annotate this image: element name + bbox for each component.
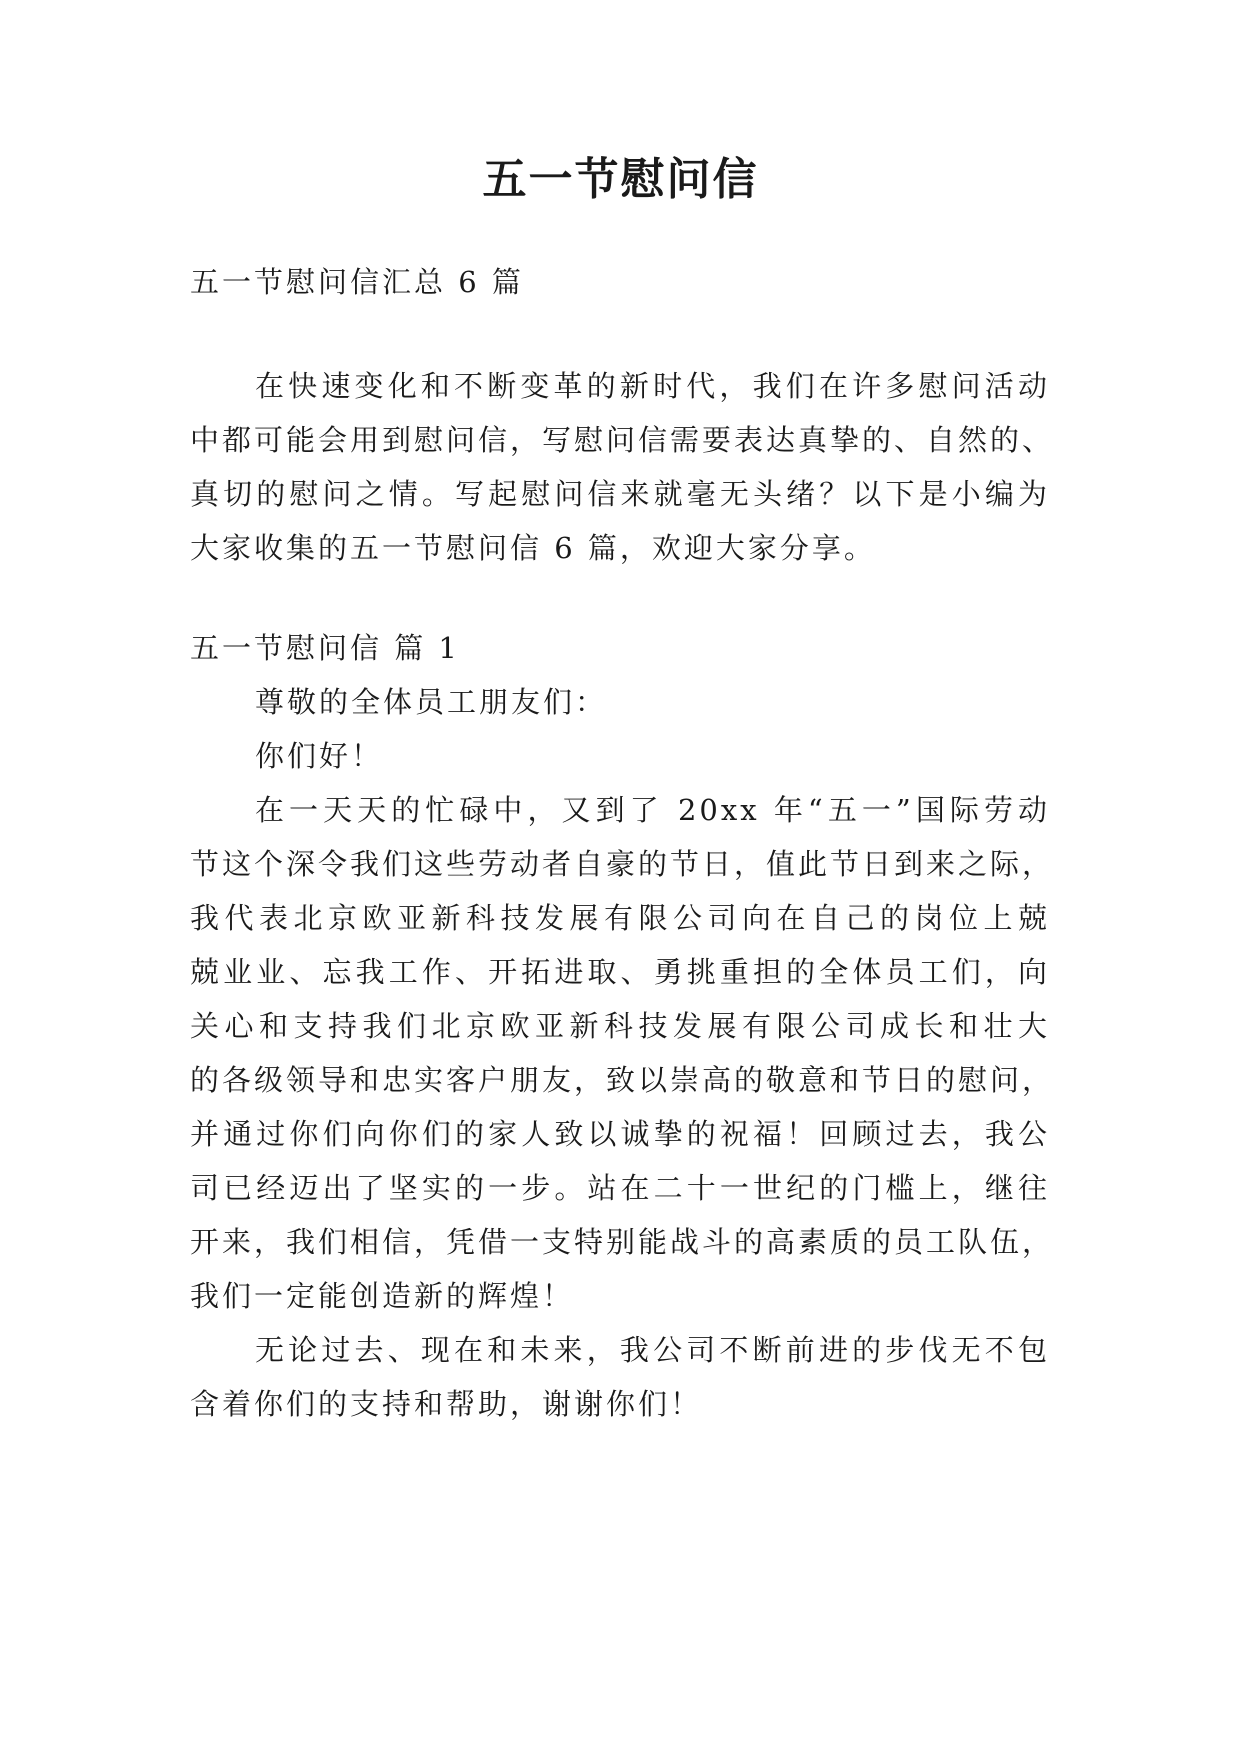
body-line: 的各级领导和忠实客户朋友，致以崇高的敬意和节日的慰问，	[190, 1063, 1055, 1097]
salutation: 尊敬的全体员工朋友们：	[255, 685, 608, 719]
greeting: 你们好！	[255, 739, 384, 773]
closing-line: 无论过去、现在和未来，我公司不断前进的步伐无不包	[255, 1333, 1050, 1367]
body-line: 司已经迈出了坚实的一步。站在二十一世纪的门槛上，继往	[190, 1171, 1050, 1205]
closing-line: 含着你们的支持和帮助，谢谢你们！	[190, 1387, 703, 1421]
body-line: 在一天天的忙碌中，又到了 20xx 年“五一”国际劳动	[255, 793, 1050, 827]
intro-line: 真切的慰问之情。写起慰问信来就毫无头绪？以下是小编为	[190, 477, 1050, 511]
body-line: 开来，我们相信，凭借一支特别能战斗的高素质的员工队伍，	[190, 1225, 1055, 1259]
section-heading: 五一节慰问信 篇 1	[190, 631, 460, 665]
intro-line: 大家收集的五一节慰问信 6 篇，欢迎大家分享。	[190, 531, 876, 565]
body-line: 我代表北京欧亚新科技发展有限公司向在自己的岗位上兢	[190, 901, 1050, 935]
body-line: 节这个深令我们这些劳动者自豪的节日，值此节日到来之际，	[190, 847, 1055, 881]
body-line: 我们一定能创造新的辉煌！	[190, 1279, 575, 1313]
intro-line: 中都可能会用到慰问信，写慰问信需要表达真挚的、自然的、	[190, 423, 1055, 457]
body-line: 兢业业、忘我工作、开拓进取、勇挑重担的全体员工们，向	[190, 955, 1050, 989]
body-line: 并通过你们向你们的家人致以诚挚的祝福！回顾过去，我公	[190, 1117, 1050, 1151]
document-title: 五一节慰问信	[482, 154, 759, 205]
document-subtitle: 五一节慰问信汇总 6 篇	[190, 265, 524, 299]
body-line: 关心和支持我们北京欧亚新科技发展有限公司成长和壮大	[190, 1009, 1050, 1043]
intro-line: 在快速变化和不断变革的新时代，我们在许多慰问活动	[255, 369, 1050, 403]
